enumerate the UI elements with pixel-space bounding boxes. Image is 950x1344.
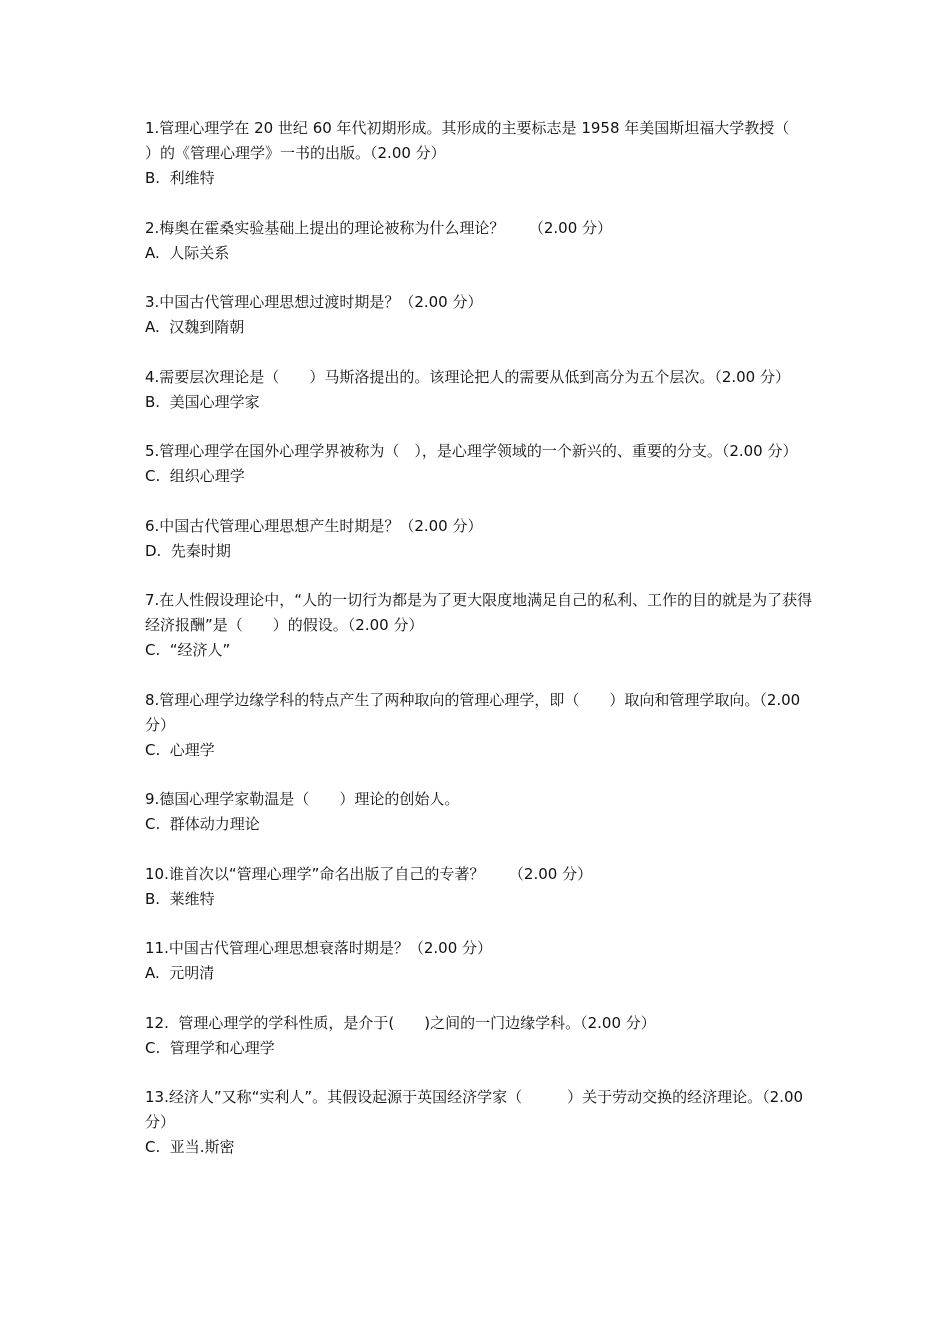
question-answer: C. 管理学和心理学 bbox=[145, 1038, 275, 1057]
question-answer: C. “经济人” bbox=[145, 641, 231, 659]
question-text: 11.中国古代管理心理思想衰落时期是？（2.00 分） bbox=[145, 939, 493, 957]
question-item bbox=[145, 688, 813, 763]
question-item bbox=[145, 116, 820, 191]
question-text: 6.中国古代管理心理思想产生时期是？（2.00 分） bbox=[145, 516, 483, 535]
question-text: 3.中国古代管理心理思想过渡时期是？（2.00 分） bbox=[145, 293, 483, 311]
question-item bbox=[145, 787, 813, 837]
question-answer: C. 亚当.斯密 bbox=[145, 1138, 235, 1156]
question-answer: C. 组织心理学 bbox=[145, 467, 245, 485]
question-item bbox=[145, 290, 813, 340]
question-answer: A. 人际关系 bbox=[145, 243, 230, 262]
question-answer: B. 利维特 bbox=[145, 169, 215, 187]
question-item bbox=[145, 862, 813, 912]
question-item bbox=[145, 365, 813, 415]
question-item bbox=[145, 439, 813, 489]
question-text: 7.在人性假设理论中，“人的一切行为都是为了更大限度地满足自己的私利、工作的目的就是为了获得经济报酬”是（ ）的假设。（2.00 分） bbox=[145, 591, 813, 634]
question-item bbox=[145, 936, 813, 986]
question-text: 13.经济人”又称“实利人”。其假设起源于英国经济学家（ ）关于劳动交换的经济理论。（2.00 分） bbox=[145, 1088, 808, 1131]
question-text: 2.梅奥在霍桑实验基础上提出的理论被称为什么理论？ （2.00 分） bbox=[145, 218, 613, 237]
question-answer: B. 美国心理学家 bbox=[145, 392, 260, 411]
question-item bbox=[145, 1085, 813, 1160]
question-answer: D. 先秦时期 bbox=[145, 541, 231, 560]
question-item bbox=[145, 588, 813, 663]
question-item bbox=[145, 1011, 813, 1061]
question-text: 8.管理心理学边缘学科的特点产生了两种取向的管理心理学，即（ ）取向和管理学取向。（2.00 分） bbox=[145, 690, 805, 734]
question-answer: A. 汉魏到隋朝 bbox=[145, 318, 245, 336]
question-text: 12. 管理心理学的学科性质，是介于( )之间的一门边缘学科。（2.00 分） bbox=[145, 1013, 656, 1032]
question-answer: A. 元明清 bbox=[145, 964, 215, 982]
question-text: 4.需要层次理论是（ ）马斯洛提出的。该理论把人的需要从低到高分为五个层次。（2.00 分） bbox=[145, 367, 790, 386]
question-item bbox=[145, 216, 813, 266]
question-answer: C. 群体动力理论 bbox=[145, 815, 260, 833]
question-answer: C. 心理学 bbox=[145, 740, 215, 759]
question-answer: B. 莱维特 bbox=[145, 889, 215, 908]
question-list bbox=[145, 116, 820, 1185]
question-text: 10.谁首次以“管理心理学”命名出版了自己的专著？ （2.00 分） bbox=[145, 864, 593, 883]
question-text: 5.管理心理学在国外心理学界被称为（ ），是心理学领域的一个新兴的、重要的分支。（2.00 分） bbox=[145, 442, 798, 460]
question-text: 9.德国心理学家勒温是（ ）理论的创始人。 bbox=[145, 790, 460, 808]
question-item bbox=[145, 514, 813, 564]
question-text: 1.管理心理学在 20 世纪 60 年代初期形成。其形成的主要标志是 1958 年美国斯坦福大学教授（ ）的《管理心理学》一书的出版。（2.00 分） bbox=[145, 119, 820, 162]
